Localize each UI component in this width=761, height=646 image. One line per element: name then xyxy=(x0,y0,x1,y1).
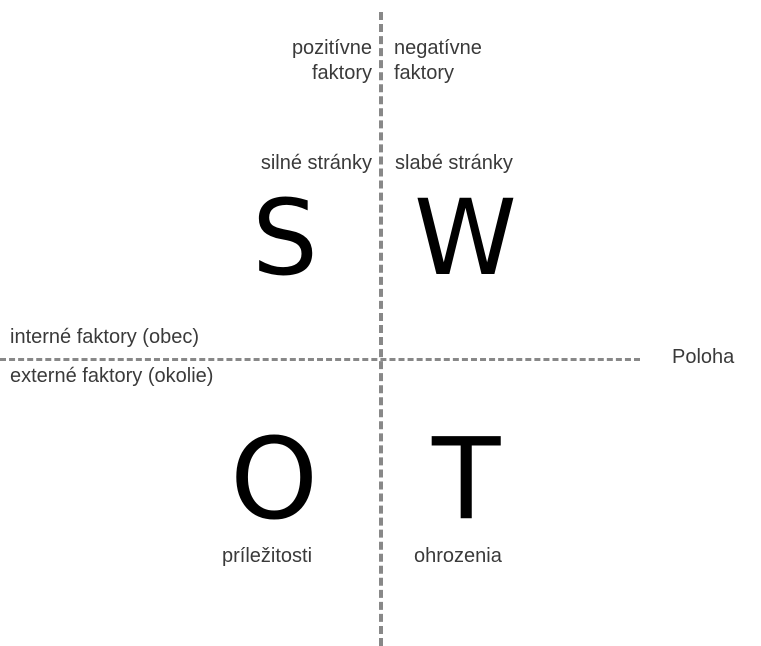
letter-s: S xyxy=(252,177,319,299)
internal-factors-label: interné faktory (obec) xyxy=(10,326,199,348)
negative-factors-label xyxy=(394,36,482,86)
position-axis-label: Poloha xyxy=(672,346,735,368)
letter-o: O xyxy=(230,415,319,545)
negative-factors-line-1: negatívne xyxy=(394,37,482,59)
threats-title: ohrozenia xyxy=(414,545,502,567)
letter-w: W xyxy=(414,177,517,299)
letter-t: T xyxy=(432,415,501,545)
positive-factors-label xyxy=(232,36,372,86)
external-factors-label: externé faktory (okolie) xyxy=(10,365,214,387)
negative-factors-line-2: faktory xyxy=(394,62,455,84)
positive-factors-line-1: pozitívne xyxy=(291,37,372,59)
strengths-title: silné stránky xyxy=(260,152,372,174)
positive-factors-line-2: faktory xyxy=(311,62,372,84)
vertical-divider xyxy=(379,12,383,646)
opportunities-title: príležitosti xyxy=(222,545,313,567)
weaknesses-title: slabé stránky xyxy=(395,152,513,174)
horizontal-divider xyxy=(0,358,640,361)
